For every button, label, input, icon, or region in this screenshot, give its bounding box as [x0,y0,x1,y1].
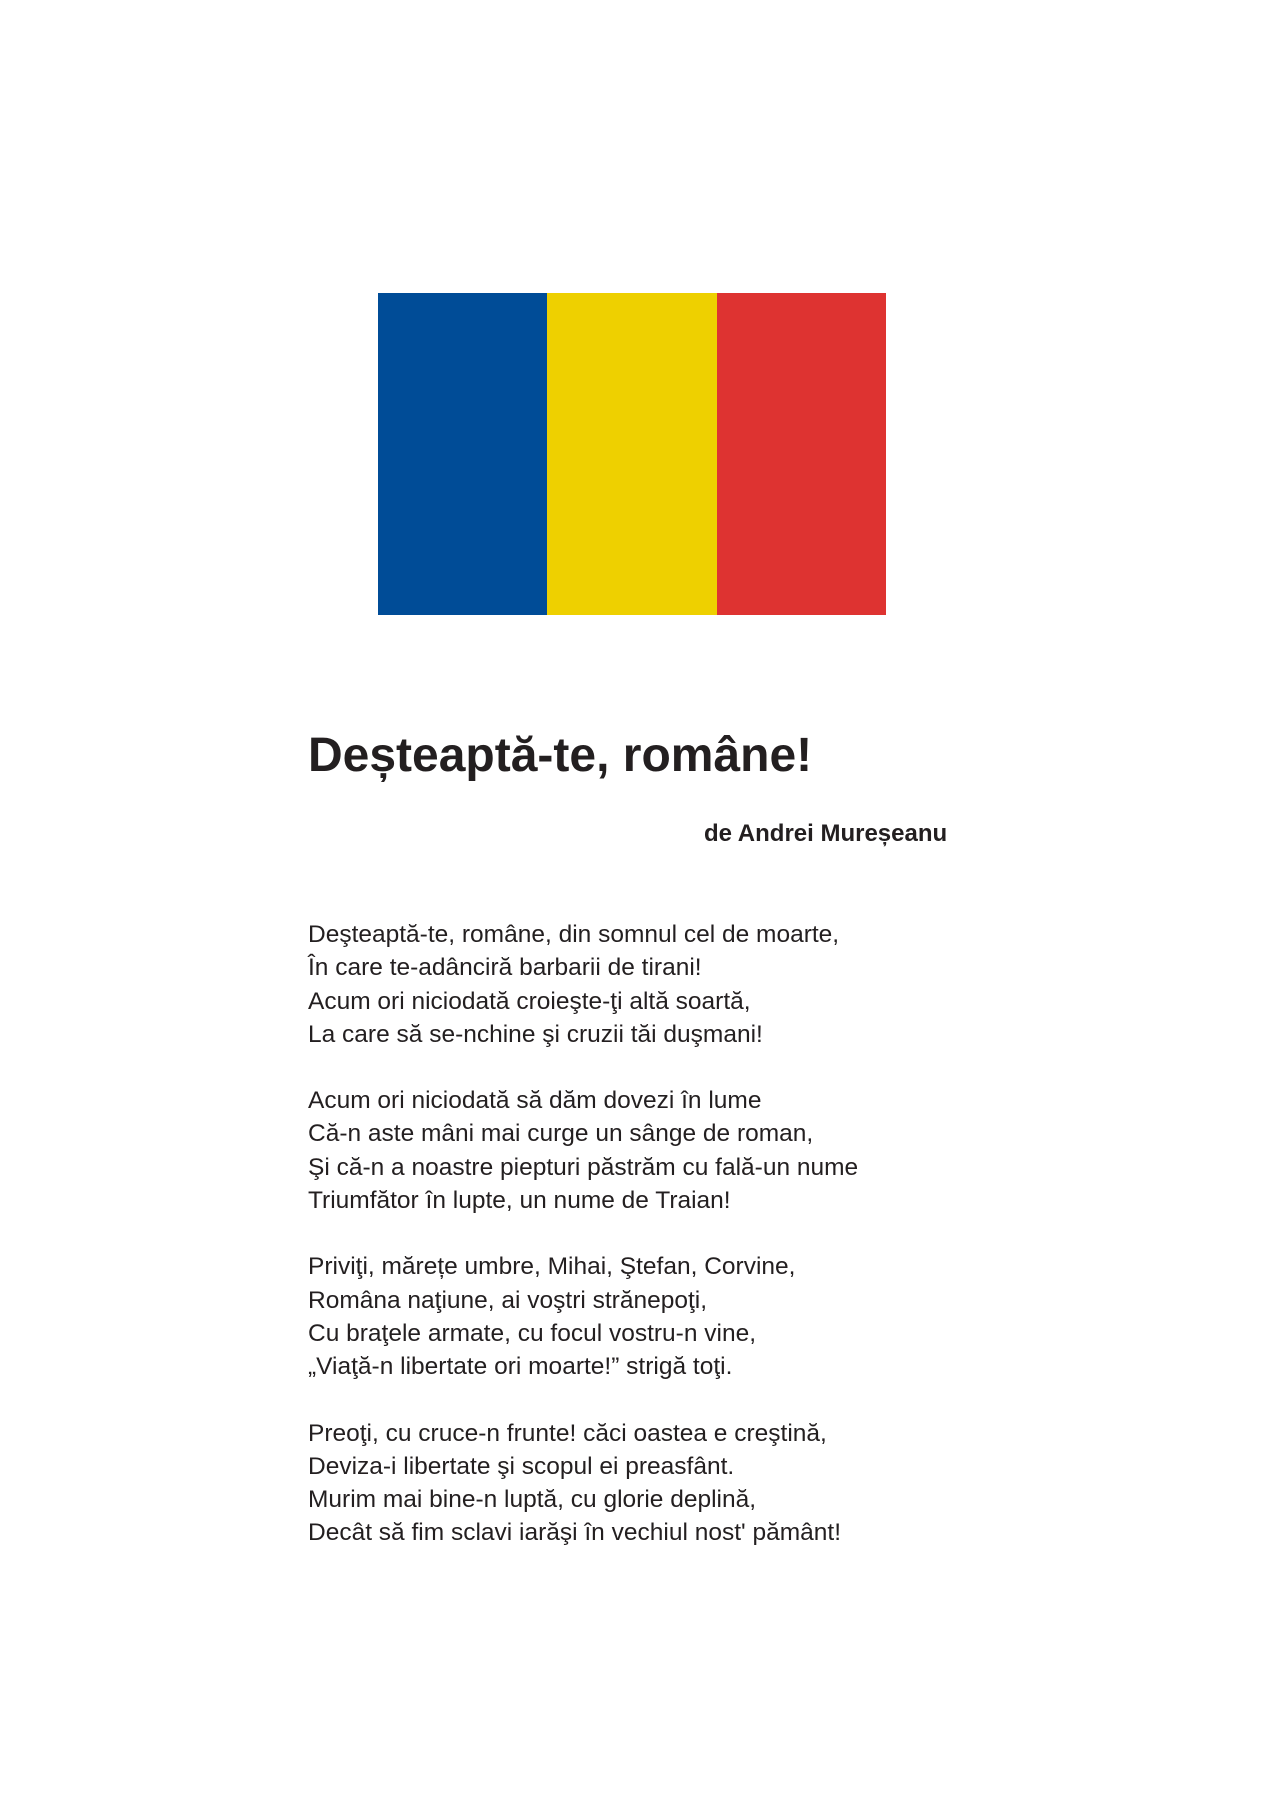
stanza-4 [308,1417,1008,1550]
poem-body [308,918,1008,1583]
poem-line: Acum ori niciodată croieşte-ţi altă soartă, [308,987,751,1015]
poem-line: Cu braţele armate, cu focul vostru-n vine, [308,1319,757,1347]
stanza-1 [308,918,1008,1051]
poem-line: La care să se-nchine şi cruzii tăi duşmani! [308,1020,763,1048]
stanza-2 [308,1084,1008,1217]
flag-stripe-blue [378,293,547,615]
poem-line: Acum ori niciodată să dăm dovezi în lume [308,1087,762,1115]
poem-line: Murim mai bine-n luptă, cu glorie deplină, [308,1486,757,1514]
romanian-flag [378,293,886,615]
stanza-3 [308,1250,1008,1383]
poem-line: Deviza-i libertate şi scopul ei preasfânt. [308,1452,735,1480]
poem-line: Triumfător în lupte, un nume de Traian! [308,1187,731,1215]
poem-line: Decât să fim sclavi iarăşi în vechiul nost' pământ! [308,1519,842,1547]
poem-line: Şi că-n a noastre piepturi păstrăm cu fală-un nume [308,1153,859,1181]
poem-line: Priviţi, mărețe umbre, Mihai, Ştefan, Corvine, [308,1253,796,1281]
poem-line: Deşteaptă-te, române, din somnul cel de moarte, [308,921,840,948]
poem-author: de Andrei Mureșeanu [704,820,948,847]
poem-title: Deșteaptă-te, române! [308,729,813,782]
flag-stripe-yellow [547,293,716,615]
flag-stripe-red [717,293,886,615]
poem-line: Româna naţiune, ai voştri strănepoţi, [308,1286,708,1314]
poem-line: În care te-adânciră barbarii de tirani! [308,954,702,982]
poem-line: Preoţi, cu cruce-n frunte! căci oastea e creştină, [308,1419,827,1447]
poem-line: „Viaţă-n libertate ori moarte!” strigă toţi. [308,1353,733,1381]
poem-line: Că-n aste mâni mai curge un sânge de roman, [308,1120,814,1148]
